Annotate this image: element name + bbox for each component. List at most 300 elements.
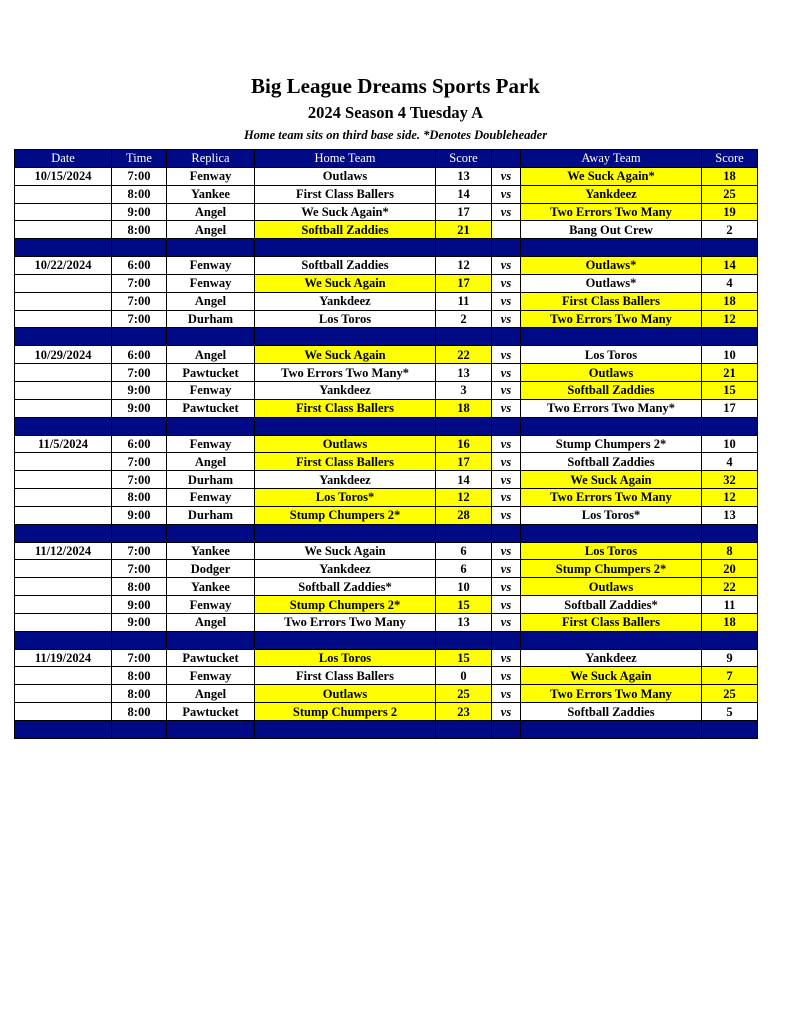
away-team: We Suck Again* (521, 167, 702, 185)
game-date: 11/5/2024 (15, 435, 112, 453)
home-score: 6 (436, 560, 492, 578)
home-score: 12 (436, 257, 492, 275)
game-row (15, 506, 758, 524)
vs-label: vs (492, 578, 521, 596)
away-team: Outlaws (521, 364, 702, 382)
home-team: We Suck Again (255, 542, 436, 560)
separator-cell (492, 239, 521, 257)
game-time: 7:00 (112, 560, 167, 578)
game-field: Durham (167, 506, 255, 524)
separator-cell (15, 239, 112, 257)
home-score: 11 (436, 292, 492, 310)
separator-cell (255, 524, 436, 542)
game-date (15, 221, 112, 239)
separator-cell (15, 417, 112, 435)
game-date (15, 364, 112, 382)
separator-cell (112, 417, 167, 435)
separator-cell (521, 328, 702, 346)
away-score: 20 (702, 560, 758, 578)
col-vs (492, 150, 521, 168)
separator-cell (112, 239, 167, 257)
away-score: 4 (702, 453, 758, 471)
separator-cell (255, 721, 436, 739)
game-date (15, 471, 112, 489)
game-row (15, 703, 758, 721)
game-field: Pawtucket (167, 703, 255, 721)
game-time: 8:00 (112, 703, 167, 721)
game-time: 8:00 (112, 685, 167, 703)
home-team: Stump Chumpers 2* (255, 506, 436, 524)
week-separator (15, 417, 758, 435)
separator-cell (436, 721, 492, 739)
game-field: Durham (167, 471, 255, 489)
separator-cell (702, 239, 758, 257)
away-team: We Suck Again (521, 471, 702, 489)
separator-cell (255, 328, 436, 346)
home-score: 2 (436, 310, 492, 328)
game-date (15, 613, 112, 631)
vs-label: vs (492, 274, 521, 292)
home-team: Los Toros (255, 310, 436, 328)
game-time: 6:00 (112, 346, 167, 364)
home-team: Two Errors Two Many (255, 613, 436, 631)
away-team: Yankdeez (521, 185, 702, 203)
game-time: 9:00 (112, 381, 167, 399)
separator-cell (436, 417, 492, 435)
home-score: 12 (436, 489, 492, 507)
home-team: First Class Ballers (255, 667, 436, 685)
home-team: Softball Zaddies (255, 221, 436, 239)
game-row (15, 435, 758, 453)
game-row (15, 203, 758, 221)
game-field: Angel (167, 203, 255, 221)
vs-label: vs (492, 167, 521, 185)
week-separator (15, 328, 758, 346)
away-score: 7 (702, 667, 758, 685)
separator-cell (436, 239, 492, 257)
separator-cell (15, 631, 112, 649)
separator-cell (167, 631, 255, 649)
separator-cell (167, 721, 255, 739)
away-team: Outlaws* (521, 274, 702, 292)
game-date: 11/19/2024 (15, 649, 112, 667)
vs-label: vs (492, 542, 521, 560)
game-date (15, 381, 112, 399)
home-team: Stump Chumpers 2* (255, 596, 436, 614)
away-score: 17 (702, 399, 758, 417)
away-team: First Class Ballers (521, 292, 702, 310)
game-time: 7:00 (112, 364, 167, 382)
home-team: Yankdeez (255, 471, 436, 489)
home-team-note: Home team sits on third base side. *Denotes Doubleheader (243, 128, 548, 142)
separator-cell (492, 417, 521, 435)
away-team: Stump Chumpers 2* (521, 435, 702, 453)
game-row (15, 578, 758, 596)
away-score: 8 (702, 542, 758, 560)
game-row (15, 310, 758, 328)
separator-cell (15, 524, 112, 542)
home-score: 10 (436, 578, 492, 596)
vs-label: vs (492, 435, 521, 453)
game-row (15, 167, 758, 185)
game-field: Yankee (167, 185, 255, 203)
separator-cell (702, 417, 758, 435)
away-score: 25 (702, 685, 758, 703)
game-field: Fenway (167, 489, 255, 507)
separator-cell (167, 239, 255, 257)
vs-label: vs (492, 667, 521, 685)
game-field: Fenway (167, 257, 255, 275)
game-time: 7:00 (112, 292, 167, 310)
home-score: 21 (436, 221, 492, 239)
game-row (15, 257, 758, 275)
game-date (15, 703, 112, 721)
game-field: Pawtucket (167, 649, 255, 667)
home-score: 13 (436, 167, 492, 185)
game-row (15, 613, 758, 631)
separator-cell (255, 417, 436, 435)
home-team: Softball Zaddies* (255, 578, 436, 596)
game-field: Angel (167, 346, 255, 364)
away-score: 15 (702, 381, 758, 399)
game-date (15, 185, 112, 203)
separator-cell (436, 631, 492, 649)
game-date (15, 203, 112, 221)
col-home-score: Score (436, 150, 492, 168)
home-score: 13 (436, 364, 492, 382)
home-team: First Class Ballers (255, 185, 436, 203)
game-row (15, 489, 758, 507)
home-team: We Suck Again* (255, 203, 436, 221)
week-separator (15, 524, 758, 542)
vs-label: vs (492, 560, 521, 578)
home-team: Softball Zaddies (255, 257, 436, 275)
vs-label: vs (492, 506, 521, 524)
game-date (15, 274, 112, 292)
away-score: 10 (702, 346, 758, 364)
game-field: Angel (167, 613, 255, 631)
home-team: Los Toros (255, 649, 436, 667)
week-separator (15, 631, 758, 649)
game-field: Fenway (167, 596, 255, 614)
game-date (15, 685, 112, 703)
season-subtitle: 2024 Season 4 Tuesday A (307, 103, 484, 122)
separator-cell (492, 524, 521, 542)
col-replica: Replica (167, 150, 255, 168)
vs-label: vs (492, 596, 521, 614)
away-score: 12 (702, 489, 758, 507)
game-time: 7:00 (112, 310, 167, 328)
game-date (15, 489, 112, 507)
separator-cell (436, 328, 492, 346)
game-field: Angel (167, 453, 255, 471)
separator-cell (492, 631, 521, 649)
vs-label: vs (492, 613, 521, 631)
home-score: 16 (436, 435, 492, 453)
game-row (15, 274, 758, 292)
vs-label: vs (492, 185, 521, 203)
away-score: 18 (702, 292, 758, 310)
away-score: 19 (702, 203, 758, 221)
separator-cell (15, 721, 112, 739)
game-date (15, 292, 112, 310)
home-team: Los Toros* (255, 489, 436, 507)
separator-cell (521, 631, 702, 649)
away-score: 25 (702, 185, 758, 203)
game-row (15, 221, 758, 239)
game-field: Fenway (167, 381, 255, 399)
game-time: 8:00 (112, 489, 167, 507)
home-team: Yankdeez (255, 560, 436, 578)
col-away-team: Away Team (521, 150, 702, 168)
away-team: Yankdeez (521, 649, 702, 667)
game-date: 11/12/2024 (15, 542, 112, 560)
game-row (15, 649, 758, 667)
home-team: We Suck Again (255, 274, 436, 292)
col-time: Time (112, 150, 167, 168)
separator-cell (436, 524, 492, 542)
game-date (15, 506, 112, 524)
col-away-score: Score (702, 150, 758, 168)
game-row (15, 471, 758, 489)
separator-cell (702, 721, 758, 739)
game-row (15, 667, 758, 685)
vs-label: vs (492, 310, 521, 328)
away-score: 5 (702, 703, 758, 721)
vs-label: vs (492, 399, 521, 417)
away-score: 9 (702, 649, 758, 667)
game-date (15, 667, 112, 685)
home-score: 25 (436, 685, 492, 703)
vs-label: vs (492, 703, 521, 721)
header-row (15, 150, 758, 168)
away-score: 4 (702, 274, 758, 292)
home-team: Yankdeez (255, 292, 436, 310)
game-time: 7:00 (112, 649, 167, 667)
game-field: Fenway (167, 667, 255, 685)
away-score: 22 (702, 578, 758, 596)
game-time: 9:00 (112, 203, 167, 221)
away-team: First Class Ballers (521, 613, 702, 631)
game-field: Angel (167, 685, 255, 703)
separator-cell (167, 417, 255, 435)
game-time: 9:00 (112, 506, 167, 524)
home-team: Yankdeez (255, 381, 436, 399)
game-date (15, 578, 112, 596)
game-field: Angel (167, 221, 255, 239)
game-row (15, 346, 758, 364)
page-title: Big League Dreams Sports Park (251, 74, 540, 98)
game-time: 9:00 (112, 399, 167, 417)
game-time: 8:00 (112, 185, 167, 203)
away-team: Softball Zaddies* (521, 596, 702, 614)
separator-cell (112, 721, 167, 739)
away-score: 11 (702, 596, 758, 614)
schedule-table (14, 149, 758, 739)
game-field: Yankee (167, 578, 255, 596)
separator-cell (702, 328, 758, 346)
away-score: 18 (702, 613, 758, 631)
game-row (15, 685, 758, 703)
home-score: 17 (436, 274, 492, 292)
away-team: Softball Zaddies (521, 381, 702, 399)
game-field: Durham (167, 310, 255, 328)
vs-label: vs (492, 489, 521, 507)
game-time: 7:00 (112, 274, 167, 292)
game-row (15, 292, 758, 310)
schedule-body (15, 167, 758, 738)
away-team: Two Errors Two Many (521, 310, 702, 328)
home-team: First Class Ballers (255, 399, 436, 417)
separator-cell (112, 328, 167, 346)
away-team: Los Toros* (521, 506, 702, 524)
away-team: Two Errors Two Many* (521, 399, 702, 417)
game-time: 8:00 (112, 221, 167, 239)
game-date (15, 453, 112, 471)
game-field: Fenway (167, 167, 255, 185)
separator-cell (492, 721, 521, 739)
home-score: 17 (436, 203, 492, 221)
game-time: 7:00 (112, 167, 167, 185)
home-score: 17 (436, 453, 492, 471)
home-score: 13 (436, 613, 492, 631)
game-date (15, 596, 112, 614)
away-score: 18 (702, 167, 758, 185)
home-team: Stump Chumpers 2 (255, 703, 436, 721)
separator-cell (521, 239, 702, 257)
col-date: Date (15, 150, 112, 168)
separator-cell (255, 631, 436, 649)
game-row (15, 364, 758, 382)
separator-cell (702, 631, 758, 649)
home-score: 3 (436, 381, 492, 399)
away-team: Softball Zaddies (521, 453, 702, 471)
separator-cell (112, 524, 167, 542)
home-score: 23 (436, 703, 492, 721)
away-score: 10 (702, 435, 758, 453)
separator-cell (167, 328, 255, 346)
vs-label: vs (492, 203, 521, 221)
game-row (15, 542, 758, 560)
away-team: Bang Out Crew (521, 221, 702, 239)
game-field: Angel (167, 292, 255, 310)
game-row (15, 560, 758, 578)
separator-cell (521, 417, 702, 435)
game-time: 9:00 (112, 613, 167, 631)
away-team: Two Errors Two Many (521, 489, 702, 507)
game-field: Yankee (167, 542, 255, 560)
separator-cell (15, 328, 112, 346)
game-field: Dodger (167, 560, 255, 578)
home-score: 15 (436, 596, 492, 614)
game-time: 8:00 (112, 667, 167, 685)
separator-cell (521, 524, 702, 542)
vs-label: vs (492, 649, 521, 667)
game-time: 6:00 (112, 435, 167, 453)
vs-label: vs (492, 381, 521, 399)
separator-cell (112, 631, 167, 649)
vs-label: vs (492, 453, 521, 471)
home-team: Two Errors Two Many* (255, 364, 436, 382)
game-row (15, 596, 758, 614)
away-team: Stump Chumpers 2* (521, 560, 702, 578)
vs-label: vs (492, 471, 521, 489)
game-row (15, 399, 758, 417)
separator-cell (702, 524, 758, 542)
game-field: Fenway (167, 274, 255, 292)
home-score: 14 (436, 185, 492, 203)
home-score: 22 (436, 346, 492, 364)
away-team: We Suck Again (521, 667, 702, 685)
home-team: We Suck Again (255, 346, 436, 364)
vs-label: vs (492, 346, 521, 364)
game-date (15, 560, 112, 578)
away-team: Los Toros (521, 346, 702, 364)
away-team: Outlaws* (521, 257, 702, 275)
home-team: First Class Ballers (255, 453, 436, 471)
game-field: Fenway (167, 435, 255, 453)
game-time: 8:00 (112, 578, 167, 596)
game-time: 6:00 (112, 257, 167, 275)
away-team: Two Errors Two Many (521, 685, 702, 703)
game-time: 7:00 (112, 471, 167, 489)
away-score: 32 (702, 471, 758, 489)
game-row (15, 185, 758, 203)
game-time: 9:00 (112, 596, 167, 614)
away-team: Outlaws (521, 578, 702, 596)
col-home-team: Home Team (255, 150, 436, 168)
week-separator (15, 239, 758, 257)
game-row (15, 453, 758, 471)
vs-label: vs (492, 364, 521, 382)
home-score: 15 (436, 649, 492, 667)
home-score: 18 (436, 399, 492, 417)
home-team: Outlaws (255, 435, 436, 453)
away-score: 12 (702, 310, 758, 328)
week-separator (15, 721, 758, 739)
separator-cell (255, 239, 436, 257)
away-score: 14 (702, 257, 758, 275)
game-row (15, 381, 758, 399)
game-date: 10/22/2024 (15, 257, 112, 275)
home-score: 6 (436, 542, 492, 560)
home-score: 0 (436, 667, 492, 685)
separator-cell (167, 524, 255, 542)
away-team: Los Toros (521, 542, 702, 560)
away-score: 13 (702, 506, 758, 524)
home-team: Outlaws (255, 167, 436, 185)
away-team: Two Errors Two Many (521, 203, 702, 221)
game-field: Pawtucket (167, 364, 255, 382)
separator-cell (492, 328, 521, 346)
game-time: 7:00 (112, 453, 167, 471)
home-score: 14 (436, 471, 492, 489)
away-team: Softball Zaddies (521, 703, 702, 721)
game-date: 10/29/2024 (15, 346, 112, 364)
game-field: Pawtucket (167, 399, 255, 417)
vs-label (492, 221, 521, 239)
game-date: 10/15/2024 (15, 167, 112, 185)
vs-label: vs (492, 685, 521, 703)
game-date (15, 399, 112, 417)
away-score: 21 (702, 364, 758, 382)
vs-label: vs (492, 292, 521, 310)
home-team: Outlaws (255, 685, 436, 703)
game-time: 7:00 (112, 542, 167, 560)
game-date (15, 310, 112, 328)
away-score: 2 (702, 221, 758, 239)
vs-label: vs (492, 257, 521, 275)
